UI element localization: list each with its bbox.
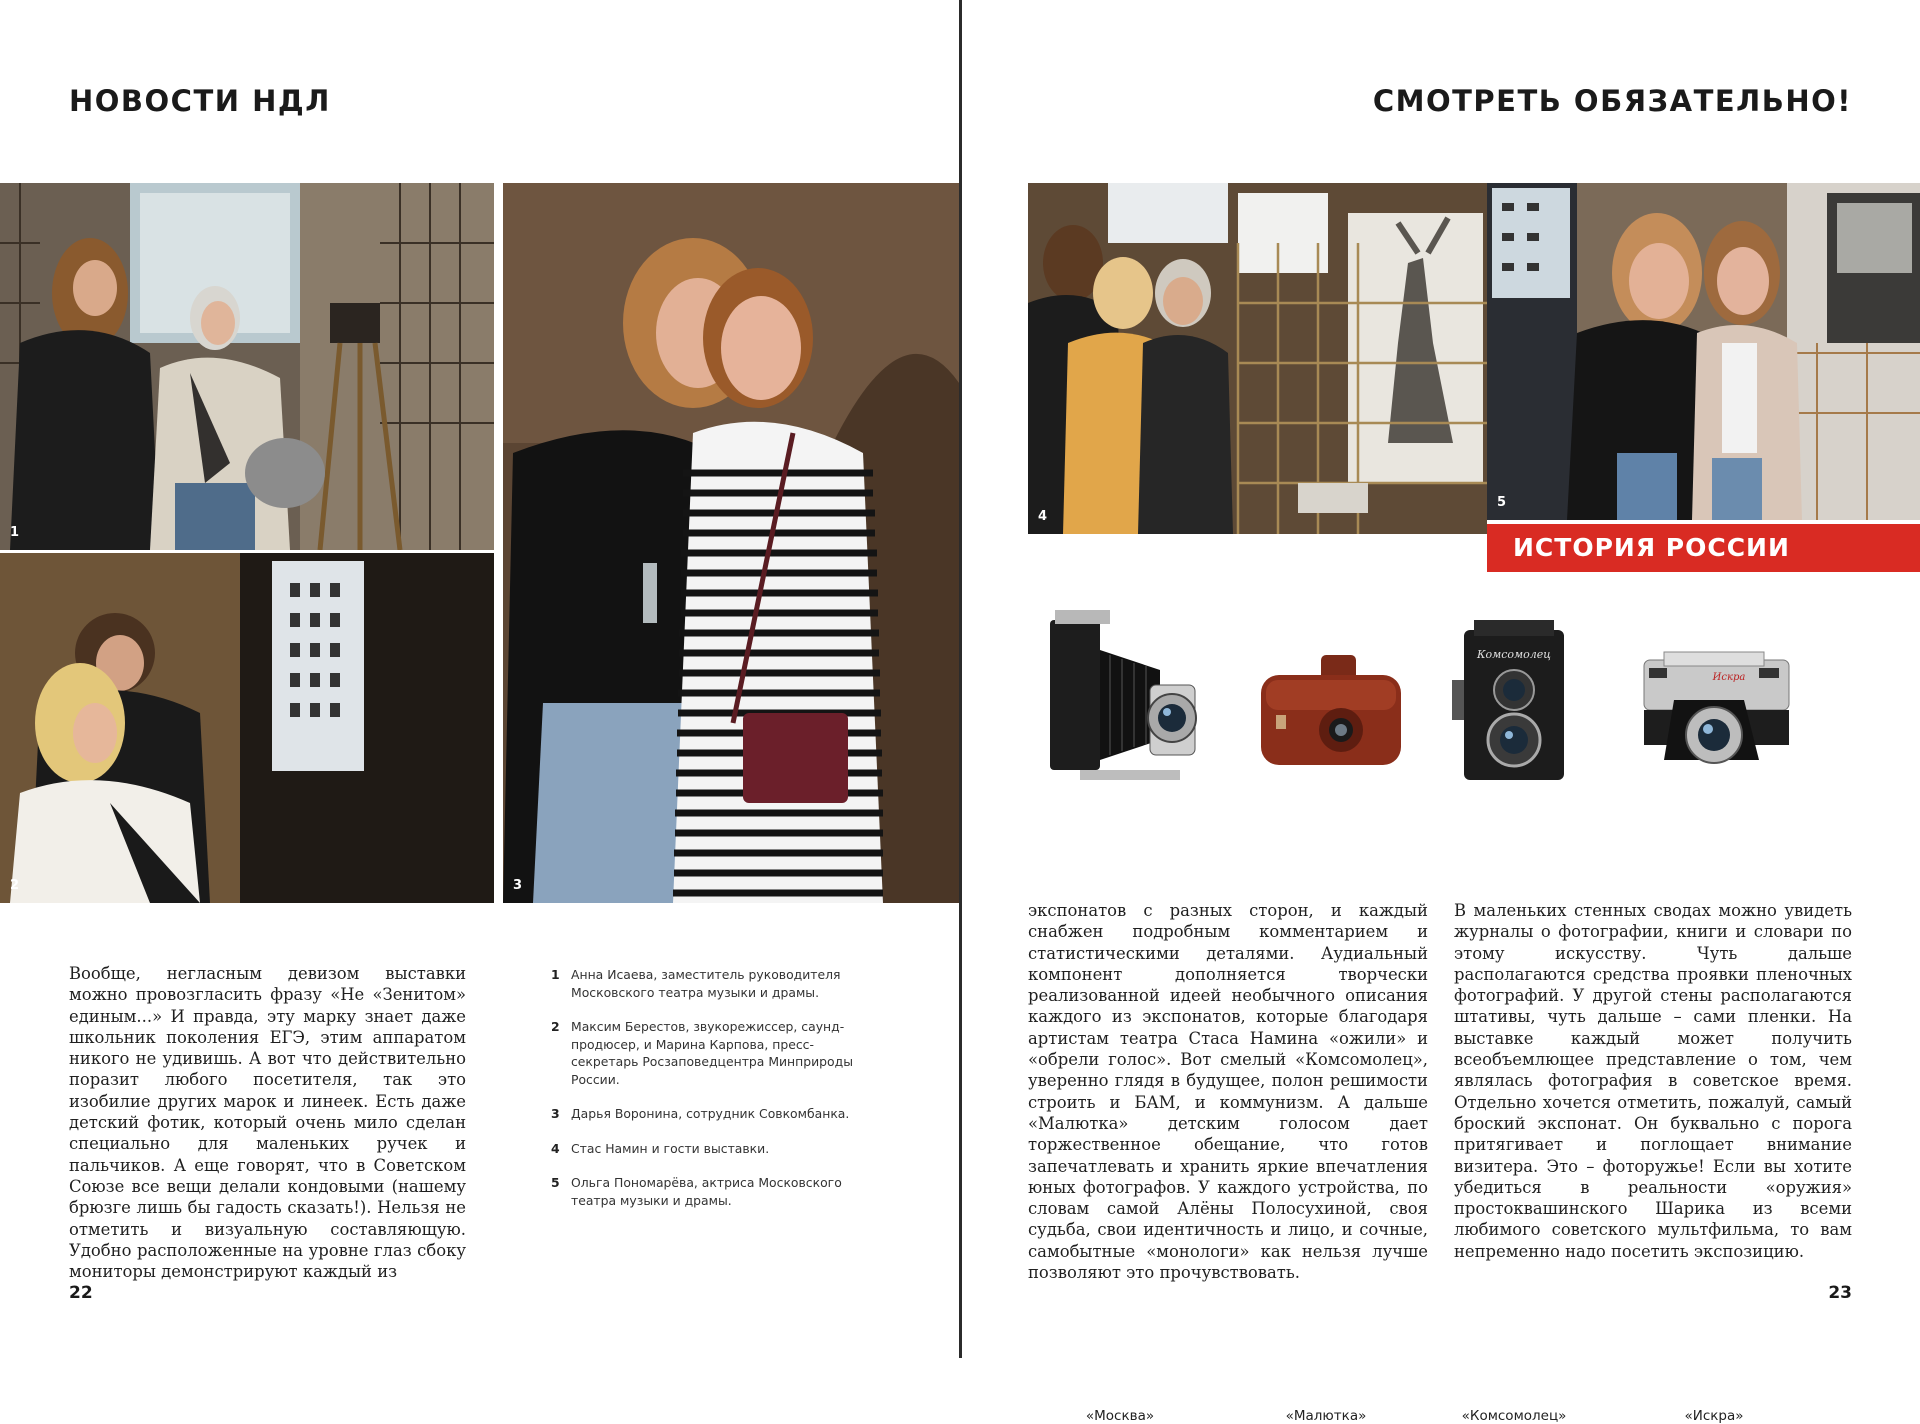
history-of-russia-banner [1487, 524, 1920, 572]
photo-3-image [503, 183, 959, 903]
photo-4-number: 4 [1038, 509, 1048, 524]
photo-2-image [0, 553, 494, 903]
camera-label-komsomolets: «Комсомолец» [1461, 1408, 1567, 1424]
photo-5-image [1487, 183, 1920, 520]
photo-1-number: 1 [10, 525, 20, 540]
caption-item [551, 1140, 861, 1158]
svg-text:Комсомолец: Комсомолец [1477, 648, 1551, 661]
photo-2-exhibition-guests [0, 553, 494, 903]
photo-1-exhibition-guests [0, 183, 494, 550]
right-body-text-column-2: В маленьких стенных сводах можно увидеть журналы о фотографии, книги и словари по этому искусству. Чуть дальше располагаются средства проявки пленочных фотографий. У другой стены располагаются штативы, чуть дальше – сами пленки. На выставке каждый может получить всеобъемлющее представление о том, чем являлась фотография в советское время. Отдельно хочется отметить, пожалуй, самый броский экспонат. Он буквально с порога притягивает и поглощает внимание визитера. Это – фоторужье! Если вы хотите убедиться в реальности «оружия» простоквашинского Шарика из всеми любимого советского мультфильма, то вам непременно надо посетить экспозицию. [1454, 901, 1852, 1261]
right-body-text-column-1: экспонатов с разных сторон, и каждый снабжен подробным комментарием и статистическими деталями. Аудиальный компонент дополняется творчески реализованной идеей необычного описания каждого из экспонатов, которые благодаря артистам театра Стаса Намина «ожили» и «обрели голос». Вот смелый «Комсомолец», уверенно глядя в будущее, полон решимости строить и БАМ, и коммунизм. А дальше «Малютка» детским голосом дает торжественное обещание, что готов запечатлевать и хранить яркие впечатления юных фотографов. У каждого устройства, по словам самой Алёны Полосухиной, своя судьба, свои идентичность и лицо, и сочные, самобытные «монологи» как нельзя лучше позволяют это прочувствовать. [1028, 901, 1428, 1283]
right-section-title: СМОТРЕТЬ ОБЯЗАТЕЛЬНО! [1372, 84, 1852, 118]
rangefinder-camera-icon [1634, 590, 1794, 790]
caption-item [551, 1105, 861, 1123]
caption-number: 3 [551, 1106, 560, 1121]
caption-text: Максим Берестов, звукорежиссер, саунд-продюсер, и Марина Карпова, пресс-секретарь Росзаповедцентра Минприроды России. [571, 1019, 853, 1087]
camera-label-iskra: «Искра» [1684, 1408, 1744, 1424]
camera-label-malyutka: «Малютка» [1285, 1408, 1367, 1424]
banner-label: ИСТОРИЯ РОССИИ [1513, 533, 1790, 562]
photo-4-stas-namin-and-guests [1028, 183, 1487, 534]
photo-4-image [1028, 183, 1487, 534]
left-body-text: Вообще, негласным девизом выставки можно провозгласить фразу «Не «Зенитом» единым...» И правда, эту марку знает даже школьник поколения ЕГЭ, этим аппаратом никого не удивишь. А вот что действительно поразит любого посетителя, так это изобилие других марок и линеек. Есть даже детский фотик, который очень мило сделан специально для маленьких ручек и пальчиков. А еще говорят, что в Советском Союзе все вещи делали кондовыми (нашему брюзге лишь бы гадость сказать!). Нельзя не отметить и визуальную составляющую. Удобно расположенные на уровне глаз сбоку мониторы демонстрируют каждый из [69, 964, 466, 1282]
right-page-number: 23 [1828, 1283, 1852, 1303]
caption-number: 2 [551, 1019, 560, 1034]
svg-text:Искра: Искра [1712, 672, 1746, 683]
camera-moskva [1040, 590, 1200, 1424]
photo-5-number: 5 [1497, 495, 1507, 510]
caption-text: Дарья Воронина, сотрудник Совкомбанка. [571, 1106, 850, 1121]
caption-item [551, 966, 861, 1001]
caption-text: Ольга Пономарёва, актриса Московского театра музыки и драмы. [571, 1175, 842, 1208]
caption-item [551, 1018, 861, 1088]
caption-text: Стас Намин и гости выставки. [571, 1140, 770, 1156]
twin-lens-camera-icon [1434, 590, 1594, 790]
bakelite-camera-icon [1246, 590, 1406, 790]
left-page [0, 0, 959, 1358]
camera-komsomolets [1434, 590, 1594, 1424]
caption-item [551, 1174, 861, 1209]
folding-camera-icon [1040, 590, 1200, 790]
left-page-number: 22 [69, 1283, 93, 1303]
left-section-title: НОВОСТИ НДЛ [69, 84, 331, 118]
caption-number: 1 [551, 967, 560, 982]
right-page [962, 0, 1920, 1424]
camera-malyutka [1246, 590, 1406, 1424]
caption-number: 4 [551, 1140, 560, 1156]
camera-iskra [1634, 590, 1794, 1424]
camera-label-moskva: «Москва» [1085, 1408, 1155, 1424]
photo-1-image [0, 183, 494, 550]
photo-5-olga-ponomareva [1487, 183, 1920, 520]
caption-text: Анна Исаева, заместитель руководителя Московского театра музыки и драмы. [571, 967, 841, 1000]
photo-captions-list [551, 966, 861, 1226]
photo-3-exhibition-guests [503, 183, 959, 903]
photo-2-number: 2 [10, 878, 20, 893]
caption-number: 5 [551, 1175, 560, 1190]
photo-3-number: 3 [513, 878, 523, 893]
